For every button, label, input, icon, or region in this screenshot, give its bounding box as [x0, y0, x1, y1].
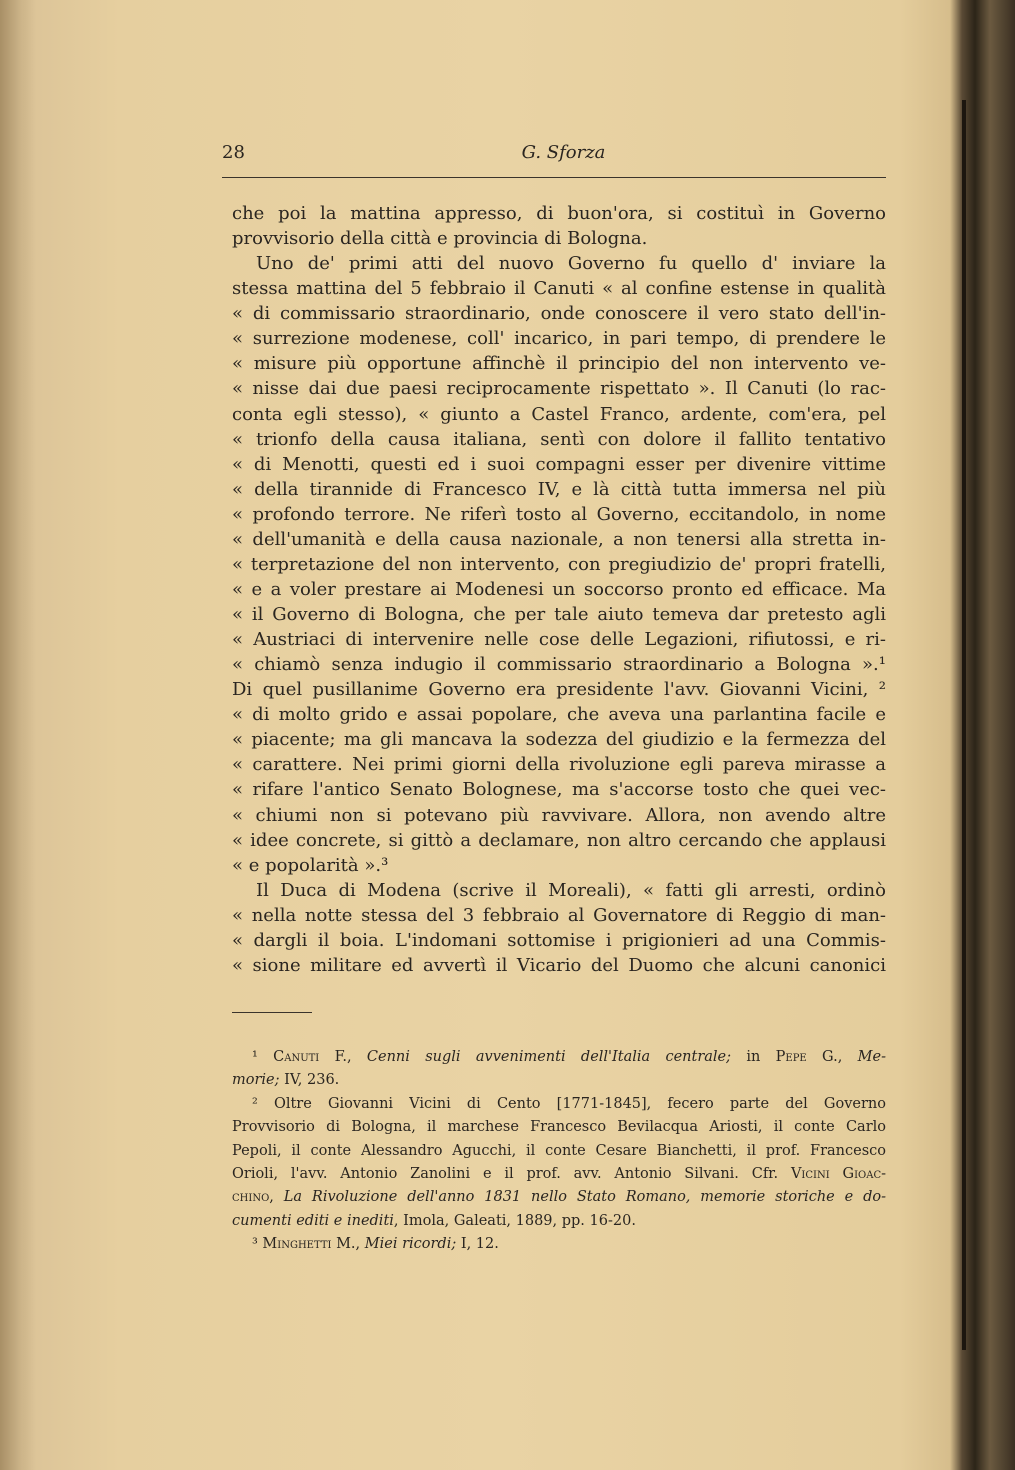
- body-text: [232, 201, 886, 978]
- footnote-segment: , Imola, Galeati, 1889, pp. 16-20.: [393, 1212, 636, 1229]
- footnote-segment: cumenti editi e inediti: [232, 1212, 394, 1229]
- footnote-segment: I, 12.: [456, 1236, 499, 1253]
- footnote-line: [232, 1186, 886, 1209]
- text-line: « dell'umanità e della causa nazionale, a non tenersi alla stretta in-: [232, 528, 886, 550]
- text-line: Di quel pusillanime Governo era presidente l'avv. Giovanni Vicini, ²: [232, 679, 886, 701]
- footnote-segment: ² Oltre Giovanni Vicini di Cento [1771-1845], fecero parte del Governo: [252, 1095, 886, 1112]
- text-line: « misure più opportune affinchè il principio del non intervento ve-: [232, 353, 886, 375]
- text-line: « idee concrete, si gittò a declamare, non altro cercando che applausi: [232, 829, 886, 851]
- text-line: « terpretazione del non intervento, con pregiudizio de' propri fratelli,: [232, 553, 886, 575]
- text-line: Il Duca di Modena (scrive il Moreali), « fatti gli arresti, ordinò: [256, 879, 886, 901]
- text-line: « chiamò senza indugio il commissario straordinario a Bologna ».¹: [232, 654, 886, 676]
- footnote-segment: IV, 236.: [279, 1072, 340, 1089]
- text-line: « di Menotti, questi ed i suoi compagni esser per divenire vittime: [232, 453, 886, 475]
- book-spine-shadow: [962, 100, 966, 1350]
- footnote-segment: M.,: [331, 1236, 365, 1253]
- running-head: G. Sforza: [521, 142, 606, 163]
- text-line: « sione militare ed avvertì il Vicario del Duomo che alcuni canonici: [232, 954, 886, 976]
- text-line: che poi la mattina appresso, di buon'ora, si costituì in Governo: [232, 203, 886, 224]
- header-rule: [222, 177, 886, 178]
- footnote-line: [232, 1046, 886, 1069]
- text-line: « dargli il boia. L'indomani sottomise i prigionieri ad una Commis-: [232, 929, 886, 951]
- footnote-line: [232, 1116, 886, 1139]
- text-line: « Austriaci di intervenire nelle cose delle Legazioni, rifiutossi, e ri-: [232, 629, 886, 651]
- footnote-segment: in: [731, 1049, 776, 1065]
- footnote-segment: Minghetti: [262, 1236, 332, 1253]
- footnote-segment: Me-: [857, 1049, 886, 1065]
- footnote-segment: Pepoli, il conte Alessandro Agucchi, il conte Cesare Bianchetti, il prof. Francesco: [232, 1142, 886, 1159]
- text-line: « surrezione modenese, coll' incarico, in pari tempo, di prendere le: [232, 328, 886, 350]
- footnote-segment: Provvisorio di Bologna, il marchese Francesco Bevilacqua Ariosti, il conte Carlo: [232, 1119, 886, 1136]
- text-line: Uno de' primi atti del nuovo Governo fu quello d' inviare la: [256, 253, 886, 275]
- footnote-segment: F.,: [319, 1049, 367, 1065]
- footnote-segment: ¹: [252, 1049, 274, 1065]
- footnote-line: [232, 1210, 886, 1233]
- footnote-segment: ,: [269, 1189, 284, 1206]
- text-line: « e a voler prestare ai Modenesi un soccorso pronto ed efficace. Ma: [232, 578, 886, 600]
- footnote-line: [232, 1069, 886, 1092]
- footnote-segment: morie;: [232, 1072, 280, 1089]
- text-line: « trionfo della causa italiana, sentì con dolore il fallito tentativo: [232, 428, 886, 450]
- footnote-rule: [232, 1012, 312, 1013]
- footnote-segment: Orioli, l'avv. Antonio Zanolini e il prof. avv. Antonio Silvani. Cfr.: [232, 1165, 791, 1182]
- footnote-segment: Miei ricordi;: [364, 1236, 457, 1253]
- page-left-edge: [0, 0, 36, 1470]
- footnote-segment: Pepe: [775, 1049, 807, 1065]
- text-line: « profondo terrore. Ne riferì tosto al Governo, eccitandolo, in nome: [232, 503, 886, 525]
- text-line: provvisorio della città e provincia di Bologna.: [232, 228, 648, 250]
- text-line: « e popolarità ».³: [232, 854, 389, 876]
- text-line: « nisse dai due paesi reciprocamente rispettato ». Il Canuti (lo rac-: [232, 378, 886, 400]
- page-number: 28: [222, 142, 245, 163]
- text-line: « di molto grido e assai popolare, che aveva una parlantina facile e: [232, 704, 886, 726]
- text-line: « il Governo di Bologna, che per tale aiuto temeva dar pretesto agli: [232, 604, 886, 625]
- footnote-segment: Canuti: [273, 1049, 320, 1065]
- page-header: [222, 142, 885, 168]
- text-line: « rifare l'antico Senato Bolognese, ma s'accorse tosto che quei vec-: [232, 779, 886, 801]
- footnote-segment: chino: [232, 1189, 270, 1206]
- footnote-segment: Vicini Gioac-: [790, 1165, 886, 1182]
- footnote-line: [232, 1093, 886, 1116]
- text-line: « carattere. Nei primi giorni della rivoluzione egli pareva mirasse a: [232, 754, 886, 776]
- text-line: stessa mattina del 5 febbraio il Canuti « al confine estense in qualità: [232, 278, 886, 300]
- text-line: « della tirannide di Francesco IV, e là città tutta immersa nel più: [232, 478, 886, 500]
- text-line: « nella notte stessa del 3 febbraio al Governatore di Reggio di man-: [232, 904, 886, 926]
- footnote-segment: G.,: [806, 1049, 858, 1065]
- footnote-segment: Cenni sugli avvenimenti dell'Italia centrale;: [366, 1049, 732, 1065]
- text-line: conta egli stesso), « giunto a Castel Franco, ardente, com'era, pel: [232, 403, 886, 425]
- footnotes: [232, 1046, 886, 1257]
- footnote-line: [232, 1163, 886, 1186]
- footnote-line: [232, 1233, 886, 1256]
- footnote-segment: ³: [252, 1236, 263, 1253]
- footnote-line: [232, 1140, 886, 1163]
- footnote-segment: La Rivoluzione dell'anno 1831 nello Stato Romano, memorie storiche e do-: [283, 1189, 886, 1206]
- text-line: « di commissario straordinario, onde conoscere il vero stato dell'in-: [232, 303, 886, 325]
- text-line: « chiumi non si potevano più ravvivare. Allora, non avendo altre: [232, 804, 886, 826]
- text-line: « piacente; ma gli mancava la sodezza del giudizio e la fermezza del: [232, 729, 886, 751]
